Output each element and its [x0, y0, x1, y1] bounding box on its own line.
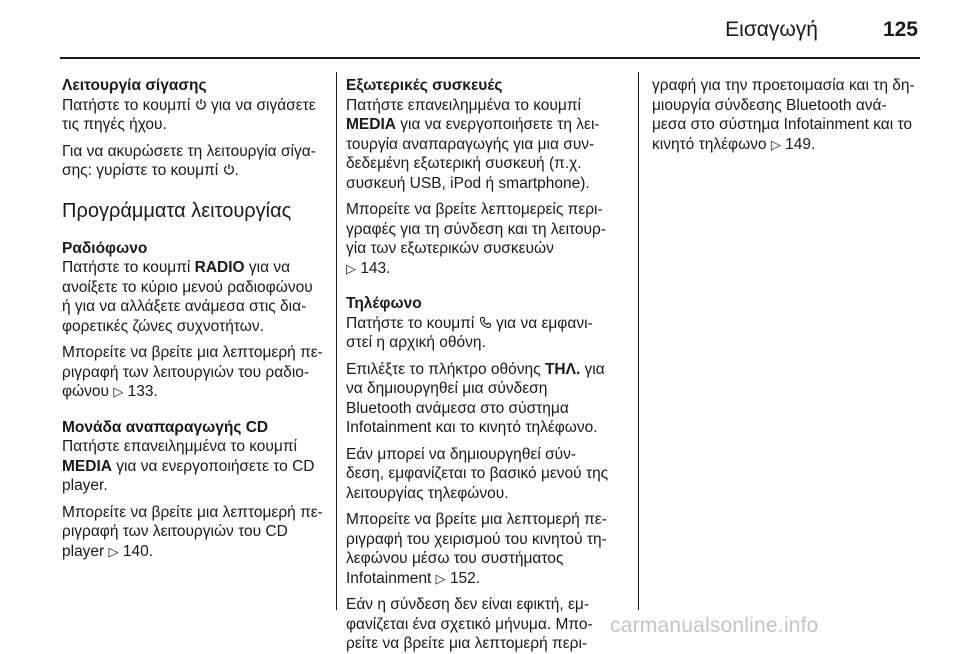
text-line: Μπορείτε να βρείτε λεπτομερείς περι-	[346, 201, 603, 218]
text-line: γραφές για τη σύνδεση και τη λειτουρ-	[346, 220, 607, 238]
header-title: Εισαγωγή	[725, 18, 818, 41]
text-line	[346, 314, 628, 334]
power-icon	[223, 163, 235, 176]
phone-section	[346, 294, 628, 654]
text-line: Μπορείτε να βρείτε μια λεπτομερή πε-	[346, 511, 607, 528]
text-line: μιουργία σύνδεσης Bluetooth ανά-	[652, 96, 887, 114]
text-line: γία των εξωτερικών συσκευών	[346, 240, 554, 257]
text-line: player.	[62, 477, 108, 494]
text-line: ρείτε να βρείτε μια λεπτομερή περι-	[346, 635, 588, 652]
text-line: Infotainment και το κινητό τηλέφωνο.	[346, 419, 598, 436]
column-1	[62, 76, 328, 561]
column-divider-1	[336, 72, 337, 610]
text: για να ενεργοποιήσετε τη λει-	[395, 116, 600, 133]
text-line	[62, 96, 328, 116]
page-reference: 140.	[122, 542, 154, 560]
text: φώνου	[62, 383, 109, 400]
text: Πατήστε το κουμπί	[62, 259, 195, 276]
phone-subheading: Τηλέφωνο	[346, 295, 422, 312]
text-line: Bluetooth ανάμεσα στο σύστημα	[346, 399, 569, 417]
text-line	[62, 457, 328, 477]
text-line	[62, 258, 328, 278]
text-line: φανίζεται ένα σχετικό μήνυμα. Μπο-	[346, 615, 593, 633]
text-line: να δημιουργηθεί μια σύνδεση	[346, 380, 548, 397]
text-line	[346, 115, 628, 135]
text-line	[62, 542, 328, 562]
text-line	[652, 135, 922, 155]
text: κινητό τηλέφωνο	[652, 135, 767, 153]
text-line: συσκευή USB, iPod ή smartphone).	[346, 174, 590, 192]
text: για να ενεργοποιήσετε το CD	[111, 457, 315, 475]
text-line	[62, 161, 328, 181]
text-line	[346, 360, 628, 380]
text-line: Εάν η σύνδεση δεν είναι εφικτή, εμ-	[346, 596, 590, 613]
radio-section	[62, 239, 328, 402]
external-devices-section	[346, 76, 628, 278]
page-reference-arrow-icon: ▷	[108, 543, 119, 559]
column-3	[652, 76, 922, 154]
page-reference: 143.	[360, 259, 391, 277]
media-button-name: MEDIA	[62, 457, 112, 475]
text-line: μεσα στο σύστημα Infotainment και το	[652, 116, 913, 133]
radio-button-name: RADIO	[194, 259, 245, 276]
text: .	[234, 162, 239, 179]
text-line: δεση, εμφανίζεται το βασικό μενού της	[346, 465, 609, 482]
text-line: Πατήστε επανειλημμένα το κουμπί	[62, 438, 297, 455]
text: για να	[244, 259, 291, 276]
media-button-name: MEDIA	[346, 116, 396, 133]
section-heading: Προγράμματα λειτουργίας	[62, 199, 292, 222]
text: player	[62, 542, 105, 560]
page-reference: 152.	[449, 569, 481, 587]
text-line: ριγραφή του χειρισμού του κινητού τη-	[346, 530, 607, 548]
text-line: Μπορείτε να βρείτε μια λεπτομερή πε-	[62, 503, 323, 521]
text-line: τις πηγές ήχου.	[62, 116, 167, 133]
page-reference: 149.	[785, 135, 816, 153]
text-line: ριγραφή των λειτουργιών του ραδιο-	[62, 363, 310, 381]
text-line: λειτουργίας τηλεφώνου.	[346, 484, 509, 502]
text-line: Εάν μπορεί να δημιουργηθεί σύν-	[346, 445, 577, 463]
text-line: στεί η αρχική οθόνη.	[346, 334, 486, 351]
phone-icon	[479, 316, 492, 329]
page-reference-arrow-icon: ▷	[346, 260, 356, 276]
text-line	[346, 569, 628, 589]
text: Επιλέξτε το πλήκτρο οθόνης	[346, 360, 545, 378]
page-reference-arrow-icon: ▷	[113, 384, 124, 399]
external-devices-subheading: Εξωτερικές συσκευές	[346, 77, 503, 94]
column-divider-2	[638, 72, 639, 610]
cd-section	[62, 418, 328, 562]
text: Infotainment	[346, 569, 432, 587]
text-line: δεδεμένη εξωτερική συσκευή (π.χ.	[346, 155, 582, 172]
text-line	[346, 259, 628, 279]
page-reference: 133.	[127, 383, 158, 400]
text: για	[580, 360, 605, 378]
column-2	[346, 76, 628, 654]
text: για να εμφανι-	[495, 314, 593, 332]
text-line: ριγραφή των λειτουργιών του CD	[62, 523, 288, 540]
page-number: 125	[882, 18, 918, 41]
phone-softkey-name: ΤΗΛ.	[544, 360, 581, 378]
text: για να σιγάσετε	[210, 96, 316, 114]
mute-subheading: Λειτουργία σίγασης	[62, 77, 207, 94]
text-line: λεφώνου μέσω του συστήματος	[346, 550, 564, 567]
text: Πατήστε το κουμπί	[62, 96, 191, 114]
header-rule	[60, 57, 920, 59]
watermark: carmanualsonline.info	[610, 614, 819, 637]
text-line	[62, 382, 328, 402]
text-line: Πατήστε επανειλημμένα το κουμπί	[346, 96, 581, 114]
power-icon	[195, 98, 207, 111]
text: σης: γυρίστε το κουμπί	[62, 162, 219, 179]
text-line: ή για να αλλάξετε ανάμεσα στις δια-	[62, 298, 307, 315]
radio-subheading: Ραδιόφωνο	[62, 239, 148, 257]
page-reference-arrow-icon: ▷	[770, 136, 781, 152]
text: Πατήστε το κουμπί	[346, 314, 475, 332]
text-line: γραφή για την προετοιμασία και τη δη-	[652, 77, 915, 94]
cd-subheading: Μονάδα αναπαραγωγής CD	[62, 418, 269, 436]
mute-section	[62, 76, 328, 181]
page-header	[60, 16, 918, 50]
text-line: τουργία αναπαραγωγής για μια συν-	[346, 135, 595, 153]
text-line: Μπορείτε να βρείτε μια λεπτομερή πε-	[62, 344, 323, 361]
text-line: ανοίξετε το κύριο μενού ραδιοφώνου	[62, 278, 313, 296]
text-line: Για να ακυρώσετε τη λειτουργία σίγα-	[62, 142, 316, 160]
page-reference-arrow-icon: ▷	[435, 570, 446, 586]
text-line: φορετικές ζώνες συχνοτήτων.	[62, 317, 264, 335]
